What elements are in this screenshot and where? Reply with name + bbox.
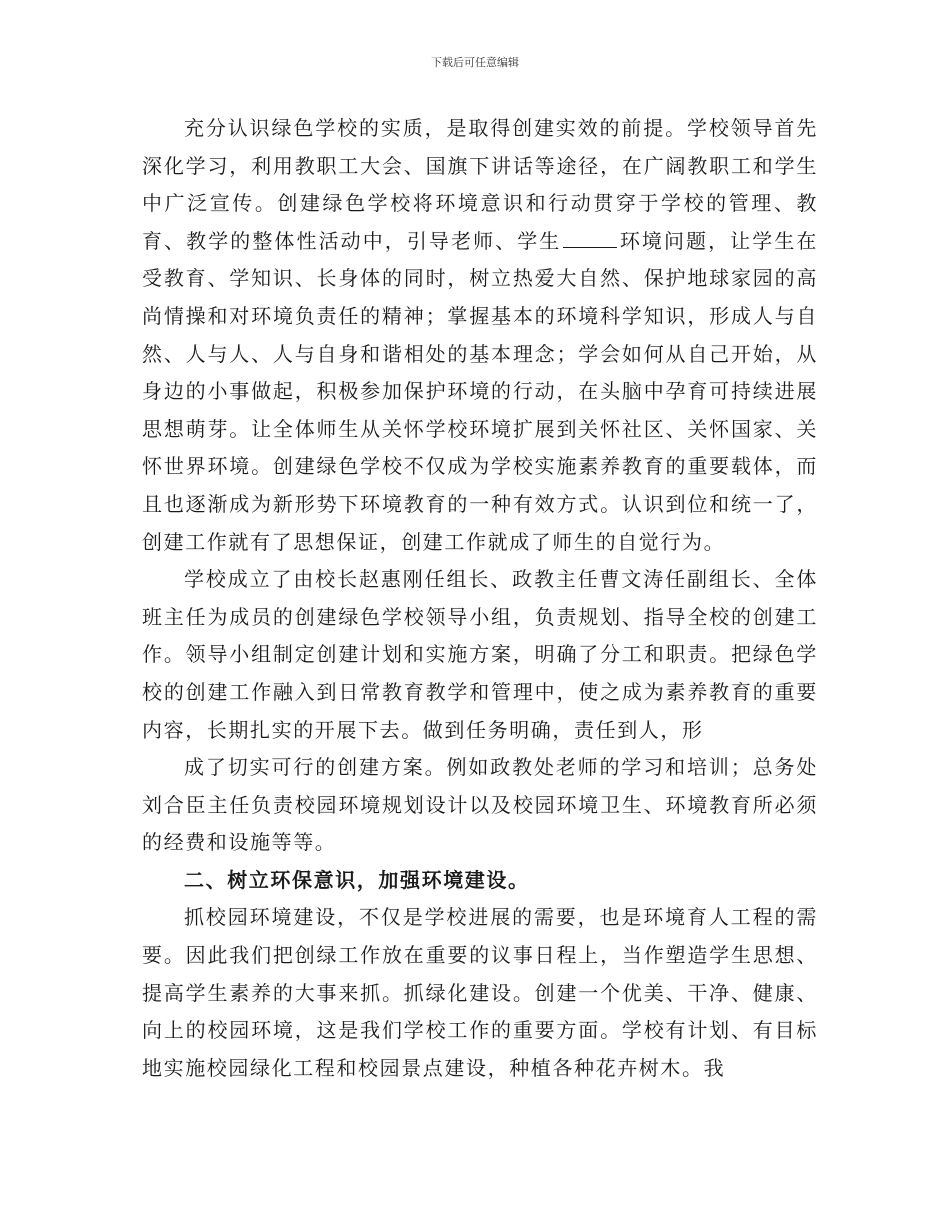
page-header: 下载后可任意编辑 (431, 56, 519, 69)
paragraph-awareness (142, 110, 818, 561)
document-body (142, 110, 818, 1087)
paragraph-leadership-group: 学校成立了由校长赵惠刚任组长、政教主任曹文涛任副组长、全体班主任为成员的创建绿色学校领导小组，负责规划、指导全校的创建工作。领导小组制定创建计划和实施方案，明确了分工和职责。把绿色学校的创建工作融入到日常教育教学和管理中，使之成为素养教育的重要内容，长期扎实的开展下去。做到任务明确，责任到人，形 (142, 567, 818, 742)
paragraph-creation-plan: 成了切实可行的创建方案。例如政教处老师的学习和培训；总务处刘合臣主任负责校园环境规划设计以及校园环境卫生、环境教育所必须的经费和设施等等。 (142, 755, 818, 855)
fill-in-blank (563, 229, 617, 248)
section-heading: 二、树立环保意识，加强环境建设。 (184, 867, 530, 892)
paragraph-awareness-text-before: 充分认识绿色学校的实质，是取得创建实效的前提。学校领导首先深化学习，利用教职工大会、国旗下讲话等途径，在广阔教职工和学生中广泛宣传。创建绿色学校将环境意识和行动贯穿于学校的管理、教育、教学的整体性活动中，引导老师、学生 (142, 116, 818, 253)
paragraph-awareness-text-after: 环境问题，让学生在受教育、学知识、长身体的同时，树立热爱大自然、保护地球家园的高尚情操和对环境负责任的精神；掌握基本的环境科学知识，形成人与自然、人与人、人与自身和谐相处的基本理念；学会如何从自己开始，从身边的小事做起，积极参加保护环境的行动，在头脑中孕育可持续进展思想萌芽。让全体师生从关怀学校环境扩展到关怀社区、关怀国家、关怀世界环境。创建绿色学校不仅成为学校实施素养教育的重要载体，而且也逐渐成为新形势下环境教育的一种有效方式。认识到位和统一了，创建工作就有了思想保证，创建工作就成了师生的自觉行为。 (142, 228, 818, 554)
paragraph-campus-environment: 抓校园环境建设，不仅是学校进展的需要，也是环境育人工程的需要。因此我们把创绿工作放在重要的议事日程上，当作塑造学生思想、提高学生素养的大事来抓。抓绿化建设。创建一个优美、干净、健康、向上的校园环境，这是我们学校工作的重要方面。学校有计划、有目标地实施校园绿化工程和校园景点建设，种植各种花卉树木。我 (142, 905, 818, 1080)
